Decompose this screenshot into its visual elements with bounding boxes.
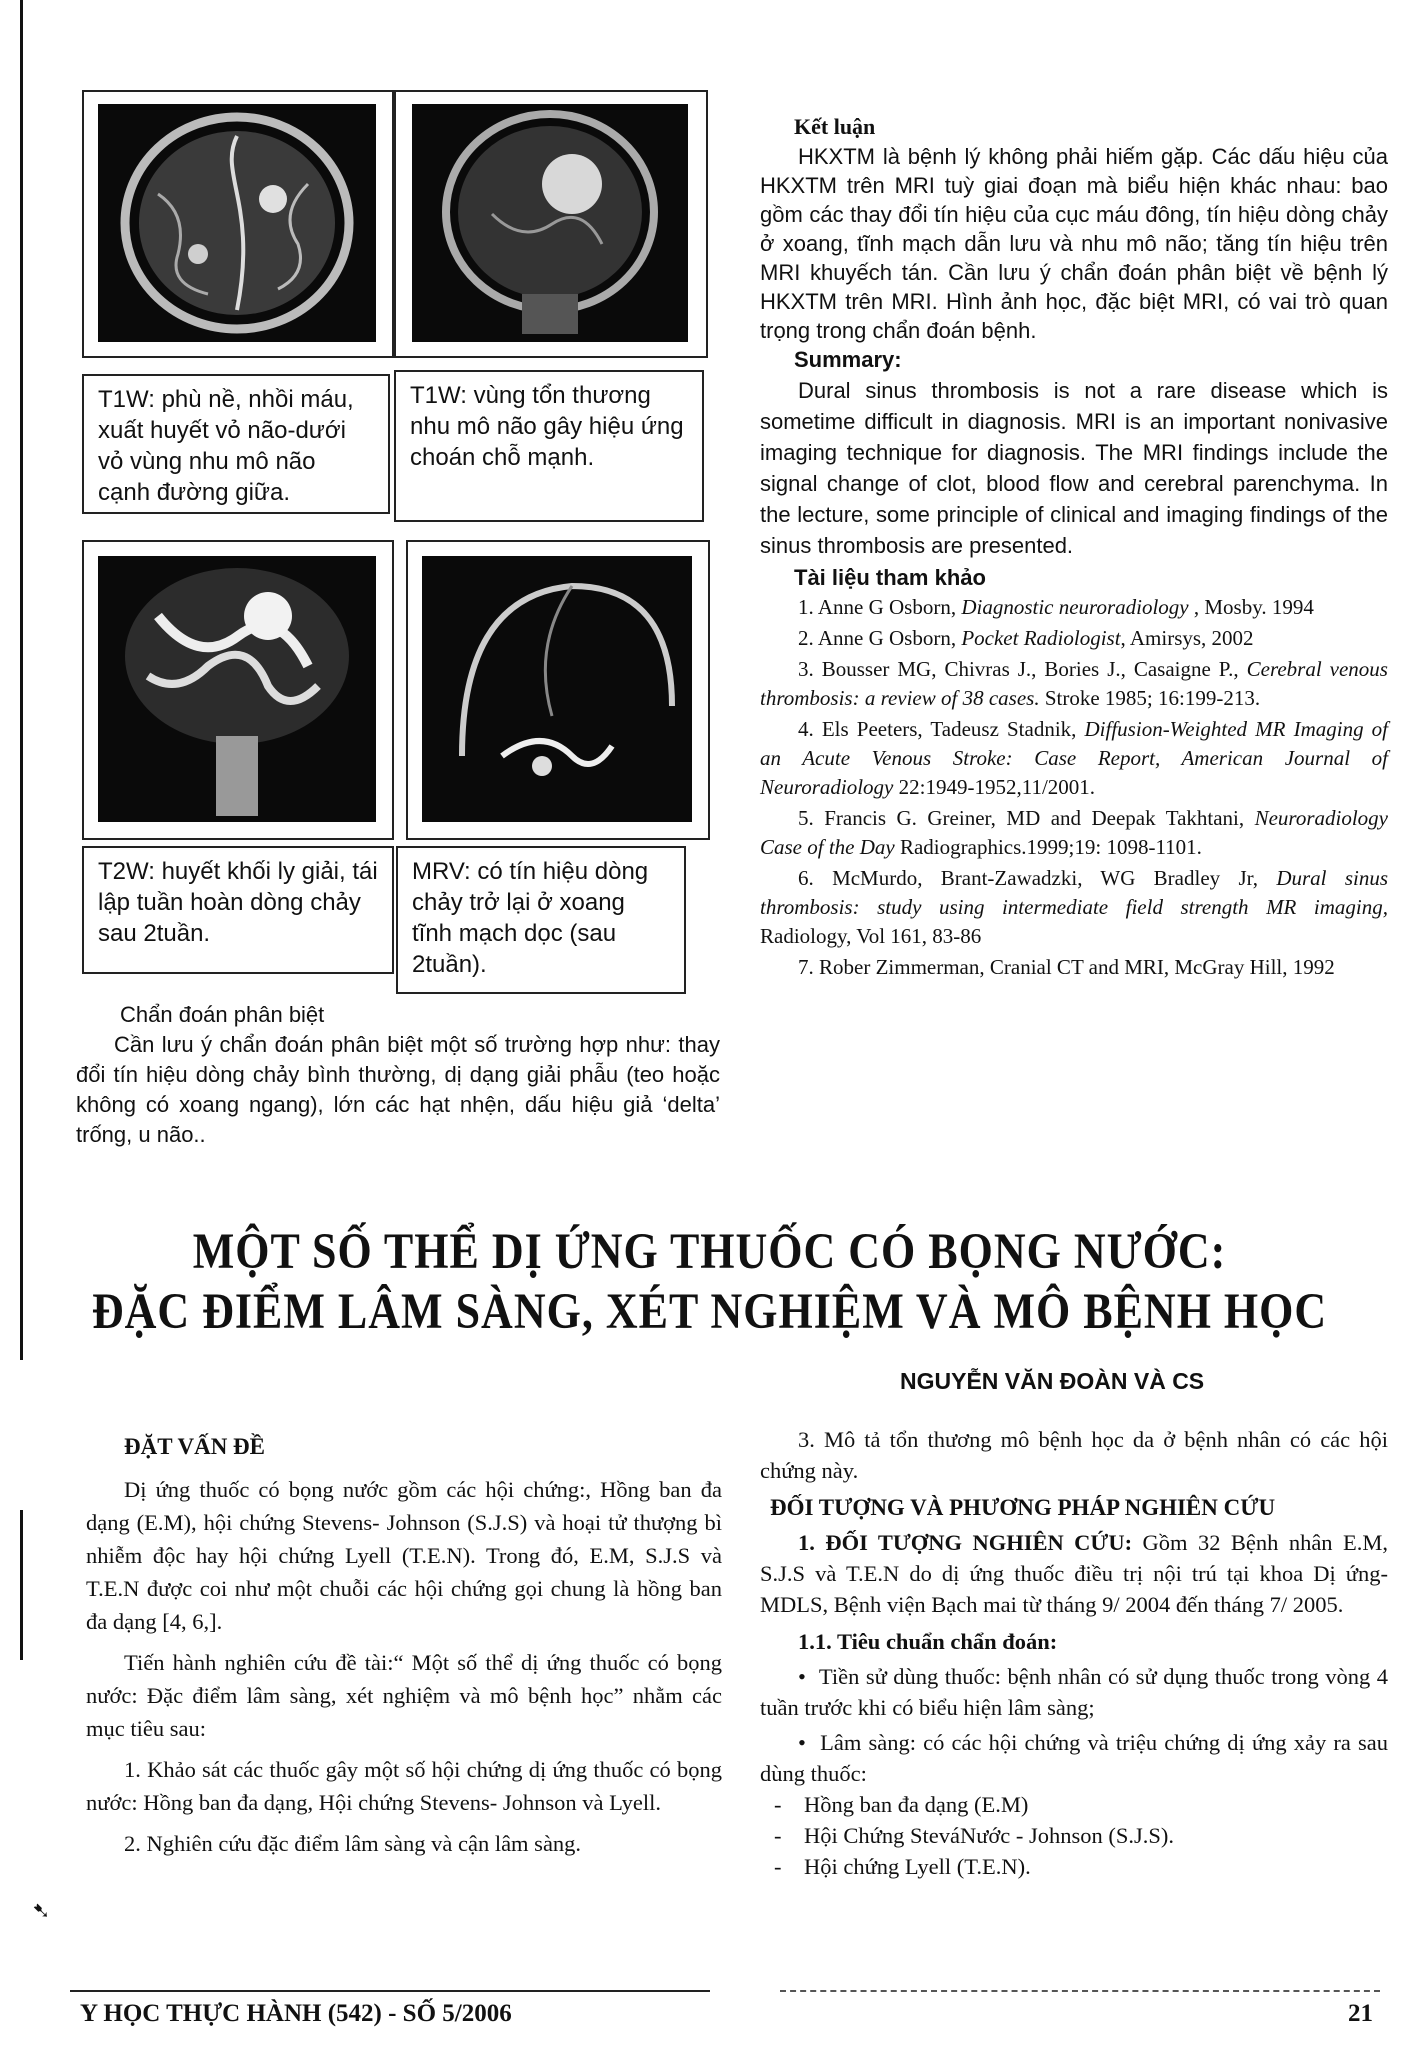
reference-number: 3.: [798, 657, 814, 681]
reference-item: [760, 624, 1388, 653]
reference-authors: Bousser MG, Chivras J., Bories J., Casaigne P.,: [821, 657, 1247, 681]
reference-authors: Els Peeters, Tadeusz Stadnik,: [821, 717, 1085, 741]
reference-title: Dural sinus thrombosis: study using intermediate field strength MR imaging,: [760, 866, 1388, 919]
reference-authors: Francis G. Greiner, MD and Deepak Takhtani,: [824, 806, 1255, 830]
reference-number: 1.: [798, 595, 814, 619]
article-title-line-2: ĐẶC ĐIỂM LÂM SÀNG, XÉT NGHIỆM VÀ MÔ BỆNH HỌC: [91, 1283, 1328, 1340]
syndrome-item: - Hội Chứng SteváNước - Johnson (S.J.S).: [774, 1823, 1175, 1848]
reference-number: 2.: [798, 626, 814, 650]
syndrome-text-2: Hội Chứng SteváNước - Johnson (S.J.S).: [804, 1823, 1175, 1848]
reference-number: 7.: [798, 955, 814, 979]
reference-number: 5.: [798, 806, 814, 830]
criteria-1: [760, 1661, 1388, 1723]
subjects-heading: 1. ĐỐI TƯỢNG NGHIÊN CỨU:: [798, 1530, 1133, 1555]
syndrome-item: - Hồng ban đa dạng (E.M): [774, 1792, 1029, 1817]
reference-source: 22:1949-1952,11/2001.: [893, 775, 1096, 799]
figure-image-2: [394, 90, 708, 358]
caption-text-4: MRV: có tín hiệu dòng chảy trở lại ở xoang tĩnh mạch dọc (sau 2tuần).: [412, 858, 649, 978]
reference-source: , Amirsys, 2002: [1120, 626, 1254, 650]
references-list: [760, 593, 1388, 982]
reference-title: Cerebral venous thrombosis: a review of 38 cases.: [760, 657, 1388, 710]
syndrome-text-1: Hồng ban đa dạng (E.M): [804, 1792, 1029, 1817]
bullet-icon: •: [798, 1730, 821, 1755]
summary-text: Dural sinus thrombosis is not a rare disease which is sometime difficult in diagnosis. MRI is an important nonivasive imaging technique for diagnosis. The MRI findings include the signal change of clot, blood flow and cerebral parenchyma. In the lecture, some principle of clinical and imaging findings of the sinus thrombosis are presented.: [760, 378, 1388, 558]
figure-image-3: [82, 540, 394, 840]
reference-item: [760, 593, 1388, 622]
reference-source: Radiographics.1999;19: 1098-1101.: [894, 835, 1202, 859]
footer-journal: Y HỌC THỰC HÀNH (542) - SỐ 5/2006: [80, 2000, 512, 2027]
reference-title: Diagnostic neuroradiology: [961, 595, 1189, 619]
caption-text-2: T1W: vùng tổn thương nhu mô não gây hiệu ứng choán chỗ mạnh.: [410, 382, 684, 471]
objective-3: 3. Mô tả tổn thương mô bệnh học da ở bệnh nhân có các hội chứng này.: [760, 1427, 1388, 1483]
subjects-text: Gồm 32 Bệnh nhân E.M, S.J.S và T.E.N do dị ứng thuốc điều trị nội trú tại khoa Dị ứng- MDLS, Bệnh viện Bạch mai từ tháng 9/ 2004 đến tháng 7/ 2005.: [760, 1530, 1388, 1617]
reference-item: [760, 953, 1388, 982]
intro-paragraph-1: Dị ứng thuốc có bọng nước gồm các hội chứng:, Hồng ban đa dạng (E.M), hội chứng Stevens- Johnson (S.J.S) và hoại tử thượng bì nhiễm độc hay hội chứng Lyell (T.E.N). Trong đó, E.M, S.J.S và T.E.N được coi như một chuỗi các hội chứng gọi chung là hồng ban đa dạng [4, 6,].: [86, 1477, 722, 1634]
mri-axial-t1-image: [98, 104, 376, 342]
conclusion-text: HKXTM là bệnh lý không phải hiếm gặp. Các dấu hiệu của HKXTM trên MRI tuỳ giai đoạn mà biểu hiện khác nhau: bao gồm các thay đổi tín hiệu của cục máu đông, tín hiệu dòng chảy ở xoang, tĩnh mạch dẫn lưu và nhu mô não; tăng tín hiệu trên MRI khuyếch tán. Cần lưu ý chẩn đoán phân biệt về bệnh lý HKXTM trên MRI. Hình ảnh học, đặc biệt MRI, có vai trò quan trọng trong chẩn đoán bệnh.: [760, 144, 1388, 343]
footer-rule-right: [780, 1990, 1380, 1992]
margin-rule: [20, 0, 23, 1360]
margin-rule-lower: [20, 1510, 23, 1660]
syndrome-item: - Hội chứng Lyell (T.E.N).: [774, 1854, 1031, 1879]
objective-1: 1. Khảo sát các thuốc gây một số hội chứng dị ứng thuốc có bọng nước: Hồng ban đa dạng, Hội chứng Stevens- Johnson và Lyell.: [86, 1757, 722, 1815]
criteria-2-text: Lâm sàng: có các hội chứng và triệu chứng dị ứng xảy ra sau dùng thuốc:: [760, 1730, 1388, 1786]
reference-title: Diffusion-Weighted MR Imaging of an Acute Venous Stroke: Case Report, American Journal of Neuroradiology: [760, 717, 1389, 799]
article-title-line-1: MỘT SỐ THỂ DỊ ỨNG THUỐC CÓ BỌNG NƯỚC:: [192, 1223, 1227, 1280]
reference-source: Stroke 1985; 16:199-213.: [1039, 686, 1261, 710]
criteria-2: [760, 1727, 1388, 1789]
summary-heading: Summary:: [794, 347, 902, 372]
reference-source: Radiology, Vol 161, 83-86: [760, 924, 982, 948]
differential-text: Cần lưu ý chẩn đoán phân biệt một số trường hợp như: thay đổi tín hiệu dòng chảy bình thường, dị dạng giải phẫu (teo hoặc không có xoang ngang), lớn các hạt nhện, dấu hiệu giả ‘delta’ trống, u não..: [76, 1032, 720, 1147]
differential-heading: Chẩn đoán phân biệt: [120, 1002, 325, 1027]
caption-text-3: T2W: huyết khối ly giải, tái lập tuần hoàn dòng chảy sau 2tuần.: [98, 858, 378, 947]
footer-rule-left: [70, 1990, 710, 1992]
reference-item: [760, 655, 1388, 713]
syndrome-text-3: Hội chứng Lyell (T.E.N).: [804, 1854, 1031, 1879]
intro-heading: ĐẶT VẤN ĐỀ: [124, 1434, 266, 1459]
figure-image-4: [406, 540, 710, 840]
reference-authors: McMurdo, Brant-Zawadzki, WG Bradley Jr,: [832, 866, 1277, 890]
right-column: [760, 112, 1388, 984]
reference-authors: Anne G Osborn,: [817, 626, 962, 650]
reference-item: [760, 864, 1388, 951]
reference-item: [760, 715, 1388, 802]
mrv-sagittal-image: [422, 556, 692, 822]
reference-authors: Anne G Osborn,: [817, 595, 962, 619]
page-number: 21: [1348, 2000, 1373, 2027]
reference-item: [760, 804, 1388, 862]
article-left-column: [86, 1430, 722, 1860]
reference-title: Pocket Radiologist: [961, 626, 1121, 650]
references-heading: Tài liệu tham khảo: [794, 565, 986, 590]
differential-section: [76, 1000, 720, 1150]
figure-caption-3: [82, 846, 394, 974]
figure-caption-2: [394, 370, 704, 522]
reference-authors: Rober Zimmerman, Cranial CT and MRI, McGray Hill, 1992: [819, 955, 1335, 979]
figure-image-1: [82, 90, 394, 358]
reference-title: Neuroradiology Case of the Day: [760, 806, 1388, 859]
bullet-icon: •: [798, 1664, 819, 1689]
mri-coronal-t1-image: [412, 104, 688, 342]
intro-paragraph-2: Tiến hành nghiên cứu đề tài:“ Một số thể dị ứng thuốc có bọng nước: Đặc điểm lâm sàng, xét nghiệm và mô bệnh học” nhằm các mục tiêu sau:: [86, 1650, 722, 1741]
figure-caption-4: [396, 846, 686, 994]
article-author: NGUYỄN VĂN ĐOÀN VÀ CS: [900, 1368, 1205, 1394]
caption-text-1: T1W: phù nề, nhồi máu, xuất huyết vỏ não-dưới vỏ vùng nhu mô não cạnh đường giữa.: [98, 386, 354, 506]
conclusion-heading: Kết luận: [794, 114, 876, 139]
article-right-column: [760, 1424, 1388, 1882]
reference-source: , Mosby. 1994: [1188, 595, 1314, 619]
reference-number: 4.: [798, 717, 814, 741]
criteria-1-text: Tiền sử dùng thuốc: bệnh nhân có sử dụng thuốc trong vòng 4 tuần trước khi có biểu hiện lâm sàng;: [760, 1664, 1388, 1720]
reference-number: 6.: [798, 866, 814, 890]
objective-2: 2. Nghiên cứu đặc điểm lâm sàng và cận lâm sàng.: [124, 1831, 582, 1856]
mri-coronal-t2-image: [98, 556, 376, 822]
margin-mark: ➷: [32, 1898, 51, 1923]
methods-heading: ĐỐI TƯỢNG VÀ PHƯƠNG PHÁP NGHIÊN CỨU: [770, 1495, 1276, 1520]
figure-caption-1: [82, 374, 390, 514]
criteria-heading: 1.1. Tiêu chuẩn chẩn đoán:: [798, 1629, 1058, 1654]
